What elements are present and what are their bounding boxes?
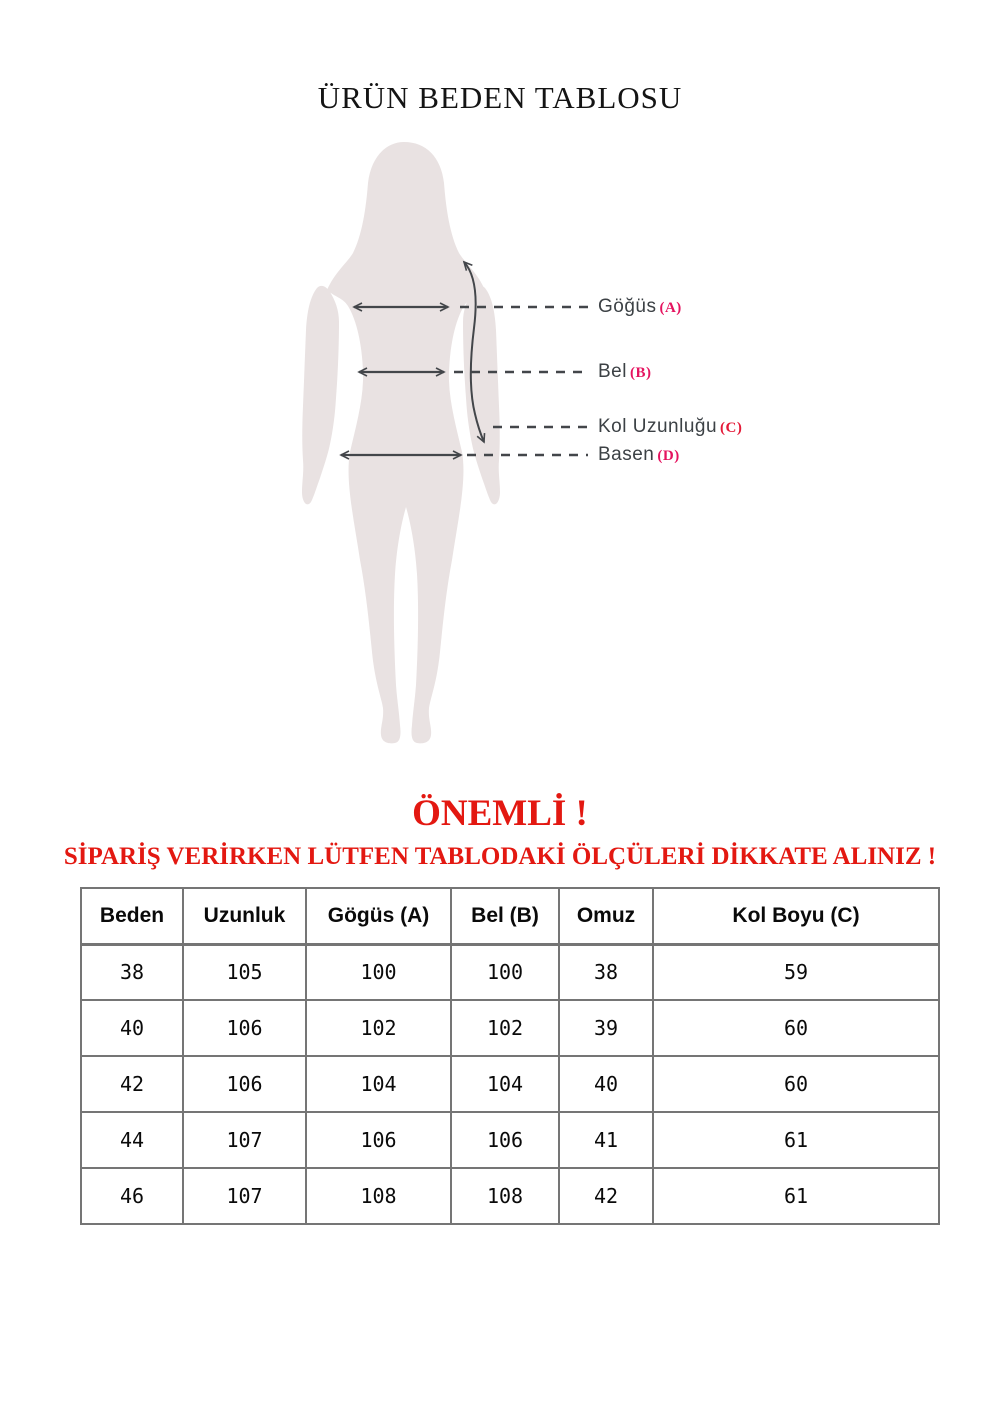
silhouette-right-arm: [463, 286, 500, 504]
table-cell: 44: [81, 1112, 183, 1168]
table-cell: 40: [81, 1000, 183, 1056]
size-table: [80, 887, 940, 1225]
table-cell: 104: [306, 1056, 451, 1112]
table-cell: 105: [183, 944, 306, 1000]
chest-label-code: (A): [659, 300, 682, 316]
table-cell: 106: [183, 1056, 306, 1112]
table-cell: 42: [81, 1056, 183, 1112]
table-cell: 59: [653, 944, 939, 1000]
table-cell: 38: [559, 944, 653, 1000]
chest-label-text: Göğüs: [598, 296, 657, 317]
table-cell: 102: [451, 1000, 559, 1056]
chest-label: [598, 296, 682, 318]
silhouette-body: [327, 142, 485, 743]
hip-label: [598, 444, 680, 466]
table-row: [81, 944, 939, 1000]
waist-label-text: Bel: [598, 361, 627, 382]
header-kol-boyu: Kol Boyu (C): [653, 888, 939, 944]
table-cell: 61: [653, 1112, 939, 1168]
table-row: [81, 1000, 939, 1056]
table-cell: 104: [451, 1056, 559, 1112]
table-cell: 60: [653, 1000, 939, 1056]
table-cell: 100: [306, 944, 451, 1000]
waist-label: [598, 361, 651, 383]
table-cell: 41: [559, 1112, 653, 1168]
table-cell: 108: [451, 1168, 559, 1224]
table-cell: 107: [183, 1168, 306, 1224]
table-cell: 38: [81, 944, 183, 1000]
table-cell: 107: [183, 1112, 306, 1168]
table-row: [81, 1056, 939, 1112]
table-row: [81, 1168, 939, 1224]
table-cell: 40: [559, 1056, 653, 1112]
header-uzunluk: Uzunluk: [183, 888, 306, 944]
table-cell: 39: [559, 1000, 653, 1056]
header-omuz: Omuz: [559, 888, 653, 944]
hip-label-text: Basen: [598, 444, 655, 465]
table-cell: 102: [306, 1000, 451, 1056]
table-cell: 60: [653, 1056, 939, 1112]
sleeve-label-text: Kol Uzunluğu: [598, 416, 718, 437]
table-cell: 100: [451, 944, 559, 1000]
header-gogus: Gögüs (A): [306, 888, 451, 944]
waist-label-code: (B): [629, 365, 652, 381]
table-row: [81, 1112, 939, 1168]
header-bel: Bel (B): [451, 888, 559, 944]
table-cell: 108: [306, 1168, 451, 1224]
header-beden: Beden: [81, 888, 183, 944]
page-title: ÜRÜN BEDEN TABLOSU: [317, 80, 683, 115]
table-cell: 106: [183, 1000, 306, 1056]
silhouette-left-arm: [302, 286, 339, 504]
table-cell: 42: [559, 1168, 653, 1224]
table-cell: 106: [451, 1112, 559, 1168]
table-cell: 46: [81, 1168, 183, 1224]
measurement-diagram: [280, 130, 790, 770]
warning-heading: ÖNEMLİ !: [412, 793, 588, 834]
table-header-row: [81, 888, 939, 944]
sleeve-label-code: (C): [720, 420, 743, 436]
warning-subheading: SİPARİŞ VERİRKEN LÜTFEN TABLODAKİ ÖLÇÜLERİ DİKKATE ALINIZ !: [63, 843, 937, 870]
table-cell: 61: [653, 1168, 939, 1224]
table-cell: 106: [306, 1112, 451, 1168]
body-silhouette-graphic: [280, 130, 790, 770]
sleeve-label: [598, 416, 742, 438]
hip-label-code: (D): [657, 448, 680, 464]
